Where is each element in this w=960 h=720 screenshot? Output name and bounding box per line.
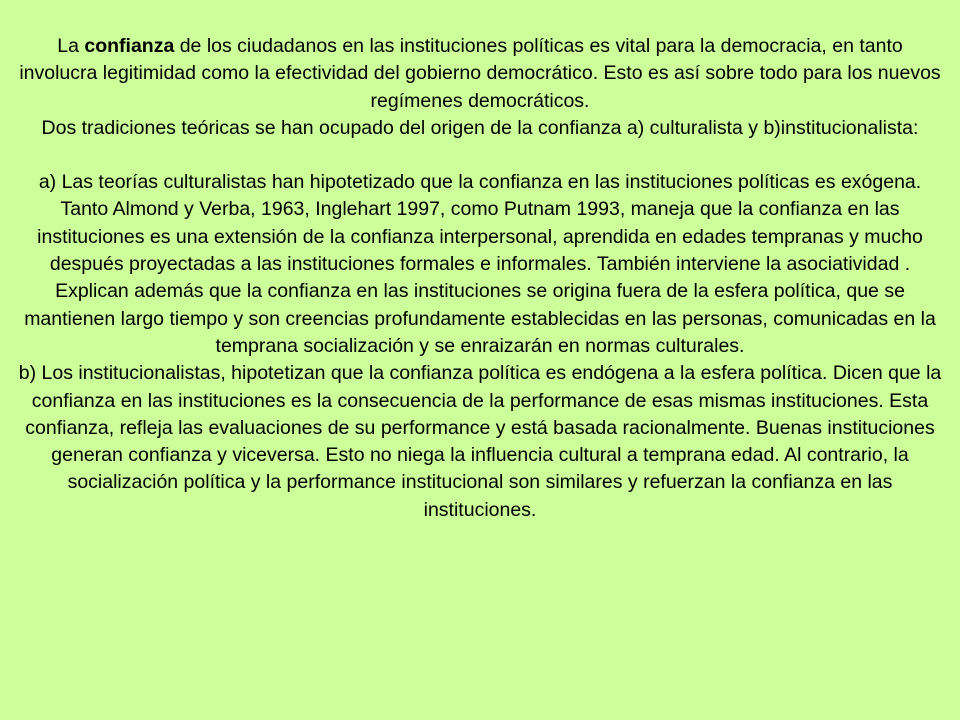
intro-text: de los ciudadanos en las instituciones políticas es vital para la democracia, en tanto involucra legitimidad como la efectividad del gobierno democrático. Esto es así sobre todo para los nuevos regímenes democráticos. — [19, 35, 941, 112]
intro-prefix: La — [57, 35, 85, 57]
intro-paragraph — [16, 33, 944, 115]
confianza-keyword: confianza — [84, 35, 175, 57]
paragraph-spacer — [16, 142, 944, 169]
culturalist-paragraph: a) Las teorías culturalistas han hipotetizado que la confianza en las instituciones políticas es exógena. Tanto Almond y Verba, 1963, Inglehart 1997, como Putnam 1993, maneja que la confianza en las instituciones es una extensión de la confianza interpersonal, aprendida en edades tempranas y mucho después proyectadas a las instituciones formales e informales. También interviene la asociatividad . Explican además que la confianza en las instituciones se origina fuera de la esfera política, que se mantienen largo tiempo y son creencias profundamente establecidas en las personas, comunicadas en la temprana socialización y se enraizarán en normas culturales. — [24, 171, 936, 357]
institutionalist-paragraph: b) Los institucionalistas, hipotetizan que la confianza política es endógena a la esfera política. Dicen que la confianza en las instituciones es la consecuencia de la performance de esas mismas instituciones. Esta confianza, refleja las evaluaciones de su performance y está basada racionalmente. Buenas instituciones generan confianza y viceversa. Esto no niega la influencia cultural a temprana edad. Al contrario, la socialización política y la performance institucional son similares y refuerzan la confianza en las instituciones. — [18, 362, 942, 521]
traditions-paragraph: Dos tradiciones teóricas se han ocupado del origen de la confianza a) culturalista y b)institucionalista: — [41, 116, 919, 139]
